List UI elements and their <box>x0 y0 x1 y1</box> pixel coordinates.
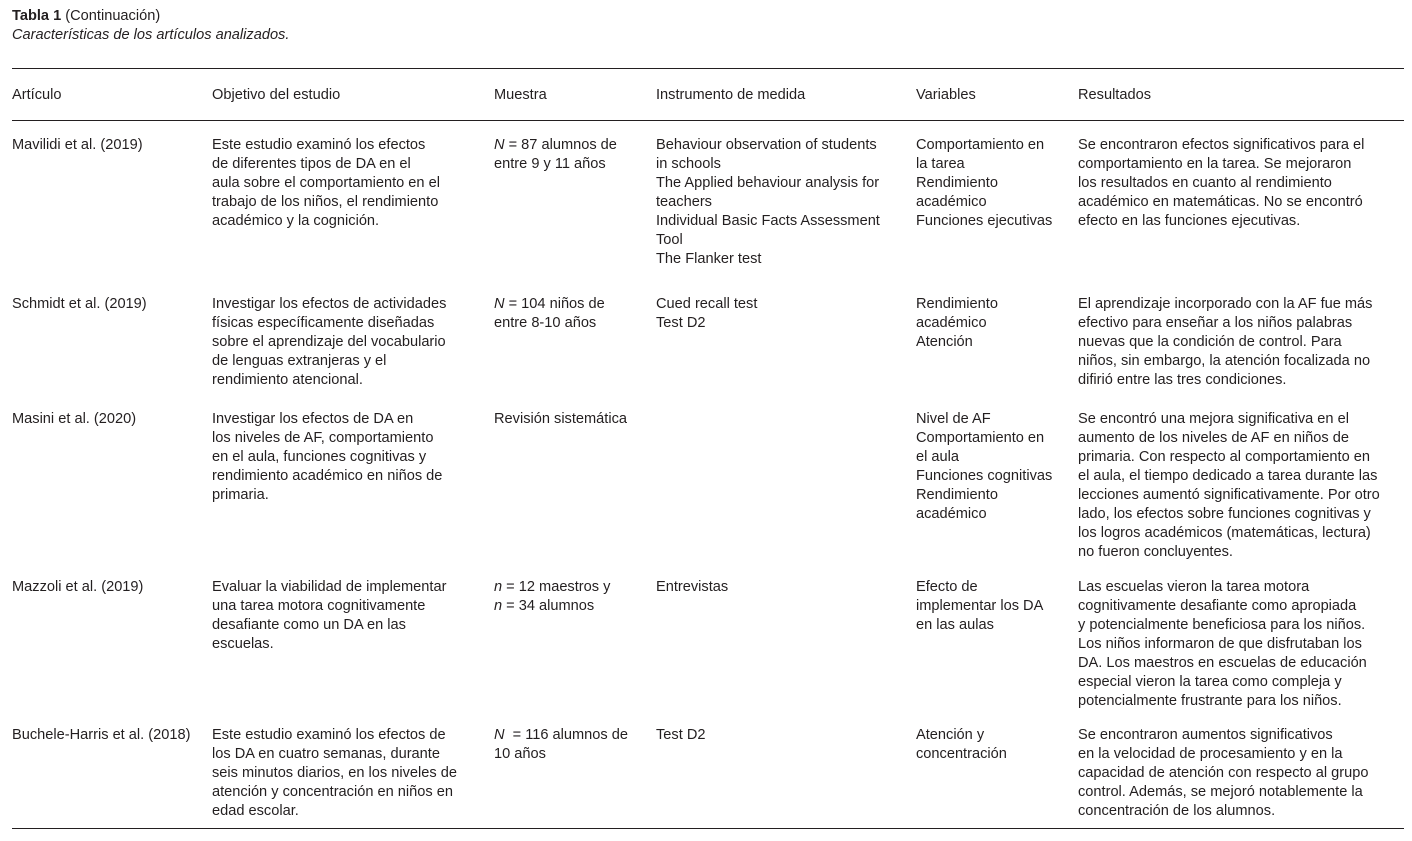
cell-muestra <box>494 410 649 429</box>
sample-text: Revisión sistemática <box>494 411 628 427</box>
muestra-line <box>494 597 649 616</box>
header-muestra: Muestra <box>494 87 547 103</box>
sample-text: entre 8-10 años <box>494 315 597 331</box>
cell-objetivo: Investigar los efectos de DA en los niveles de AF, comportamiento en el aula, funciones cognitivas y rendimiento académico en niños de primaria. <box>212 411 443 503</box>
cell-objetivo: Evaluar la viabilidad de implementar una tarea motora cognitivamente desafiante como un DA en las escuelas. <box>212 579 447 652</box>
sample-text: = 12 maestros y <box>502 579 611 595</box>
sample-variable: N <box>494 137 505 153</box>
sample-text: = 116 alumnos de <box>504 727 629 743</box>
table-caption <box>12 7 160 26</box>
cell-instrumento: Behaviour observation of students in schools The Applied behaviour analysis for teachers Individual Basic Facts Assessment Tool The Flanker test <box>656 137 880 267</box>
cell-variables: Atención y concentración <box>916 727 1007 762</box>
sample-text: = 104 niños de <box>504 296 605 312</box>
cell-articulo: Mavilidi et al. (2019) <box>12 137 143 153</box>
muestra-line <box>494 410 649 429</box>
sample-variable: N <box>494 727 505 743</box>
top-rule <box>12 68 1404 69</box>
sample-variable: n <box>494 579 503 595</box>
cell-muestra <box>494 136 649 174</box>
header-resultados: Resultados <box>1078 87 1152 103</box>
cell-resultados: Se encontraron efectos significativos para el comportamiento en la tarea. Se mejoraron los resultados en cuanto al rendimiento académico en matemáticas. No se encontró efecto en las funciones ejecutivas. <box>1078 137 1365 229</box>
sample-text: entre 9 y 11 años <box>494 156 606 172</box>
muestra-line <box>494 578 649 597</box>
table-label: Tabla 1 <box>12 8 62 24</box>
muestra-line <box>494 745 649 764</box>
cell-resultados: Las escuelas vieron la tarea motora cognitivamente desafiante como apropiada y potencialmente beneficiosa para los niños. Los niños informaron de que disfrutaban los DA. Los maestros en escuelas de educación especial vieron la tarea como compleja y potencialmente frustrante para los niños. <box>1078 579 1367 709</box>
cell-objetivo: Este estudio examinó los efectos de los DA en cuatro semanas, durante seis minutos diarios, en los niveles de atención y concentración en niños en edad escolar. <box>212 727 457 819</box>
header-variables: Variables <box>916 87 976 103</box>
table-title: Características de los artículos analizados. <box>12 27 290 43</box>
sample-text: = 34 alumnos <box>502 598 595 614</box>
cell-resultados: El aprendizaje incorporado con la AF fue más efectivo para enseñar a los niños palabras nuevas que la condición de control. Para niños, sin embargo, la atención focalizada no difirió entre las tres condiciones. <box>1078 296 1373 388</box>
sample-text: = 87 alumnos de <box>504 137 617 153</box>
cell-muestra <box>494 726 649 764</box>
cell-muestra <box>494 295 649 333</box>
cell-articulo: Buchele-Harris et al. (2018) <box>12 727 191 743</box>
cell-resultados: Se encontraron aumentos significativos en la velocidad de procesamiento y en la capacidad de atención con respecto al grupo control. Además, se mejoró notablemente la concentración de los alumnos. <box>1078 727 1369 819</box>
cell-instrumento: Test D2 <box>656 727 706 743</box>
header-articulo: Artículo <box>12 87 62 103</box>
sample-variable: N <box>494 296 505 312</box>
muestra-line <box>494 295 649 314</box>
cell-objetivo: Este estudio examinó los efectos de diferentes tipos de DA en el aula sobre el comportamiento en el trabajo de los niños, el rendimiento académico y la cognición. <box>212 137 440 229</box>
cell-instrumento: Cued recall test Test D2 <box>656 296 758 331</box>
header-objetivo: Objetivo del estudio <box>212 87 341 103</box>
cell-variables: Nivel de AF Comportamiento en el aula Funciones cognitivas Rendimiento académico <box>916 411 1053 522</box>
cell-muestra <box>494 578 649 616</box>
bottom-rule <box>12 828 1404 829</box>
header-rule <box>12 120 1404 121</box>
sample-text: 10 años <box>494 746 546 762</box>
cell-instrumento: Entrevistas <box>656 579 729 595</box>
sample-variable: n <box>494 598 503 614</box>
cell-variables: Comportamiento en la tarea Rendimiento académico Funciones ejecutivas <box>916 137 1053 229</box>
cell-articulo: Masini et al. (2020) <box>12 411 137 427</box>
table-continuation-note: (Continuación) <box>61 8 161 24</box>
cell-articulo: Mazzoli et al. (2019) <box>12 579 144 595</box>
header-instrumento: Instrumento de medida <box>656 87 806 103</box>
cell-variables: Rendimiento académico Atención <box>916 296 998 350</box>
cell-variables: Efecto de implementar los DA en las aulas <box>916 579 1044 633</box>
cell-objetivo: Investigar los efectos de actividades físicas específicamente diseñadas sobre el aprendizaje del vocabulario de lenguas extranjeras y el rendimiento atencional. <box>212 296 447 388</box>
muestra-line <box>494 314 649 333</box>
muestra-line <box>494 136 649 155</box>
muestra-line <box>494 155 649 174</box>
cell-resultados: Se encontró una mejora significativa en el aumento de los niveles de AF en niños de primaria. Con respecto al comportamiento en el aula, el tiempo dedicado a tarea durante las lecciones aumentó significativamente. Por otro lado, los efectos sobre funciones cognitivas y los logros académicos (matemáticas, lectura) no fueron concluyentes. <box>1078 411 1380 560</box>
cell-articulo: Schmidt et al. (2019) <box>12 296 147 312</box>
muestra-line <box>494 726 649 745</box>
